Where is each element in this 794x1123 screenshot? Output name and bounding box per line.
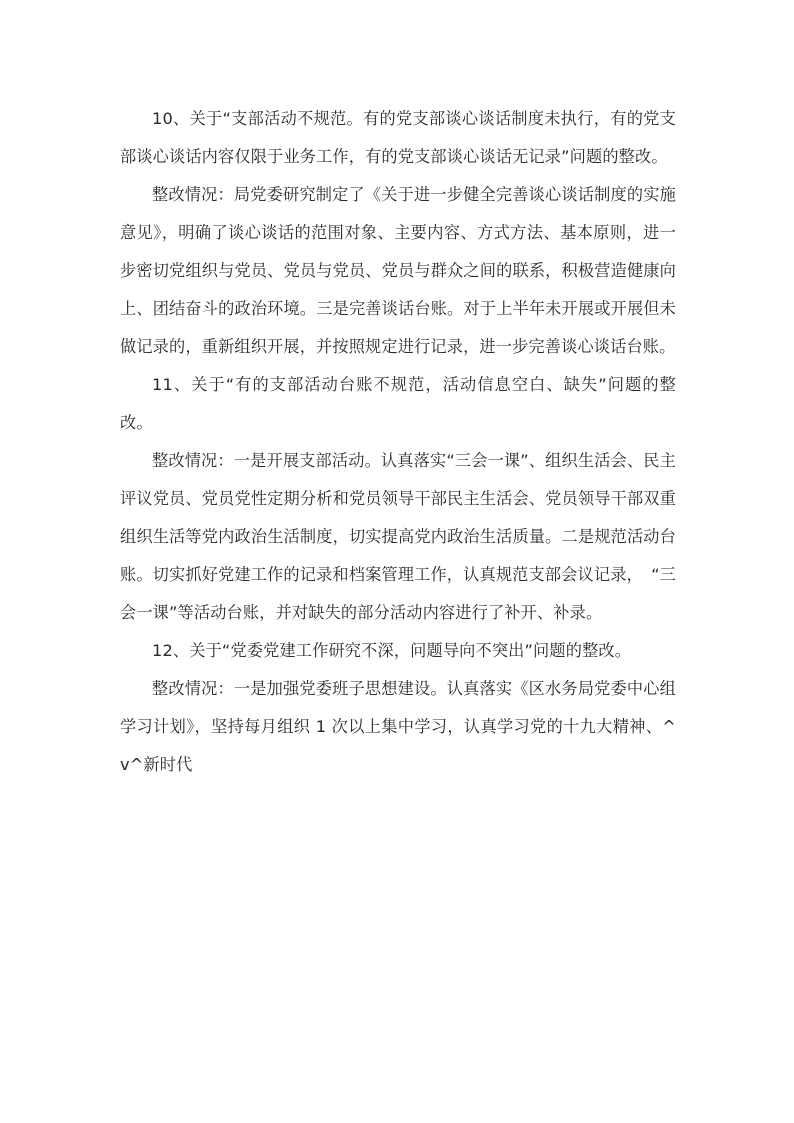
paragraph-item-12-title: 12、关于“党委党建工作研究不深，问题导向不突出”问题的整改。 bbox=[152, 641, 632, 660]
paragraph-item-11-rectification: 整改情况：一是开展支部活动。认真落实“三会一课”、组织生活会、民主评议党员、党员党性定期分析和党员领导干部民主生活会、党员领导干部双重组织生活等党内政治生活制度，切实提高党内政治生活质量。二是规范活动台账。切实抓好党建工作的记录和档案管理工作，认真规范支部会议记录， “三会一课”等活动台账，并对缺失的部分活动内容进行了补开、补录。 bbox=[120, 451, 676, 622]
paragraph-item-10-rectification: 整改情况：局党委研究制定了《关于进一步健全完善谈心谈话制度的实施意见》，明确了谈心谈话的范围对象、主要内容、方式方法、基本原则，进一步密切党组织与党员、党员与党员、党员与群众之间的联系，积极营造健康向上、团结奋斗的政治环境。三是完善谈话台账。对于上半年未开展或开展但未做记录的，重新组织开展，并按照规定进行记录，进一步完善谈心谈话台账。 bbox=[120, 185, 676, 356]
paragraph-item-11-title: 11、关于“有的支部活动台账不规范，活动信息空白、缺失”问题的整改。 bbox=[120, 375, 676, 432]
paragraph-item-12-rectification: 整改情况：一是加强党委班子思想建设。认真落实《区水务局党委中心组学习计划》，坚持每月组织 1 次以上集中学习，认真学习党的十九大精神、^v^新时代 bbox=[120, 679, 676, 774]
paragraph-item-10-title: 10、关于“支部活动不规范。有的党支部谈心谈话制度未执行，有的党支部谈心谈话内容仅限于业务工作，有的党支部谈心谈话无记录”问题的整改。 bbox=[120, 109, 676, 166]
document-body bbox=[120, 100, 676, 784]
